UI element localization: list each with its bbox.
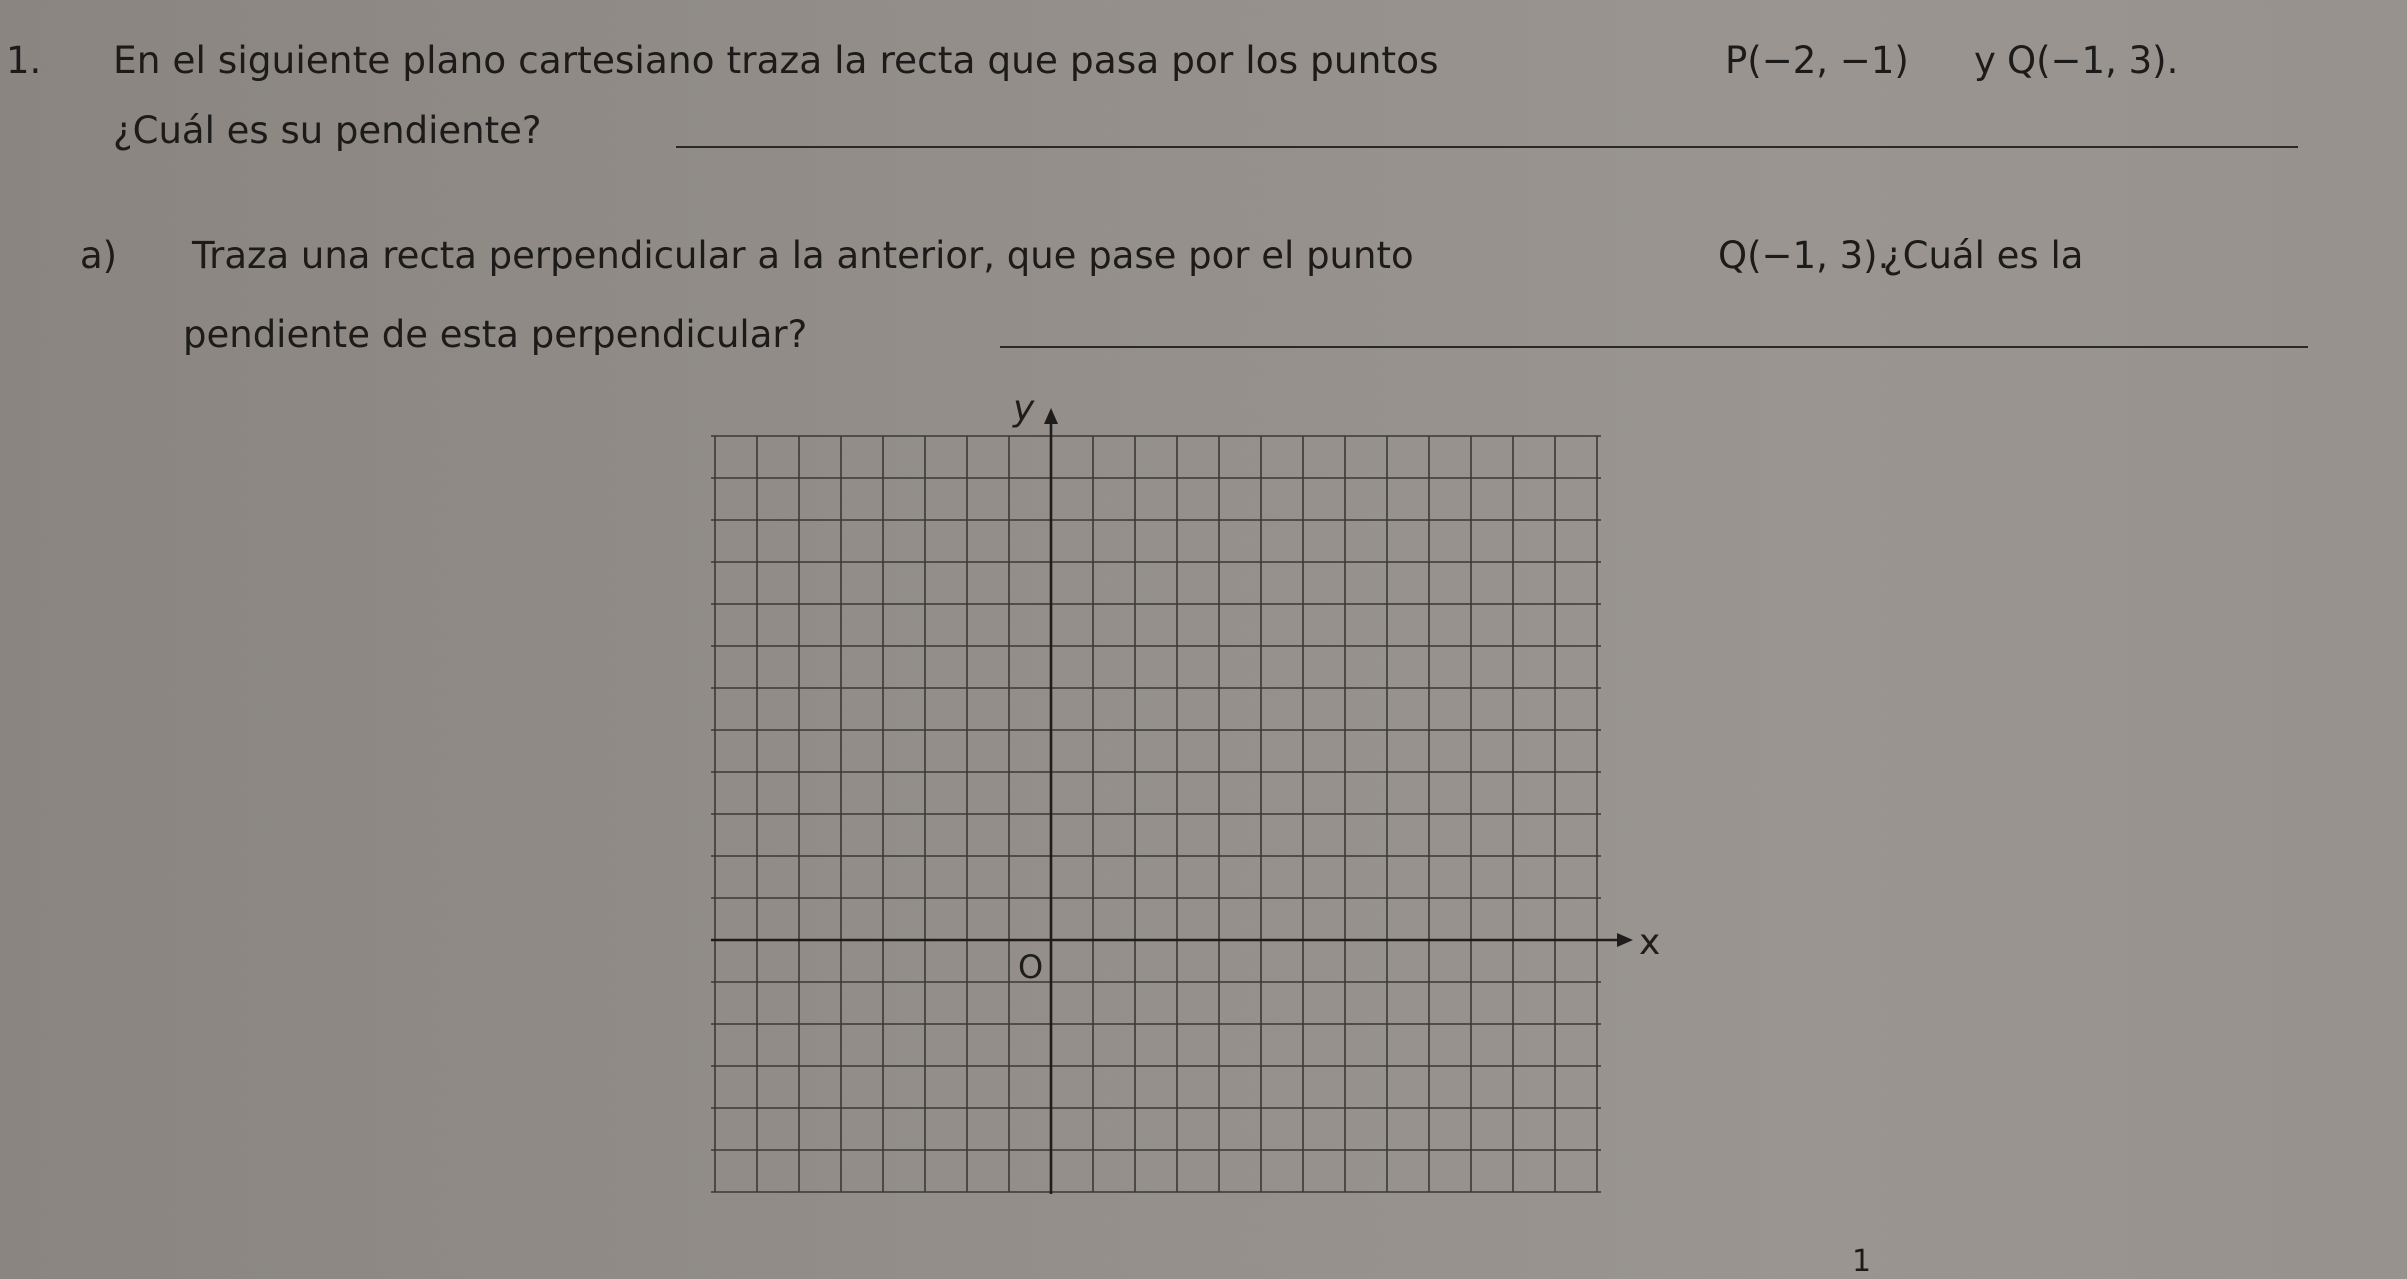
part-a-question: pendiente de esta perpendicular? [183, 313, 808, 356]
part-a-statement: Traza una recta perpendicular a la anterior, que pase por el punto [192, 234, 1414, 277]
part-a-label: a) [80, 234, 118, 277]
point-q: Q(−1, 3). [2007, 39, 2179, 82]
conjunction-text: y [1974, 39, 1996, 82]
x-axis-arrow-icon [1617, 933, 1633, 947]
page-number: 1 [1852, 1244, 1872, 1279]
x-axis-label: x [1639, 922, 1661, 963]
y-axis-label: y [1013, 388, 1035, 429]
point-p: P(−2, −1) [1725, 39, 1909, 82]
slope-question: ¿Cuál es su pendiente? [113, 109, 542, 152]
part-a-point-q: Q(−1, 3). [1718, 234, 1890, 277]
exercise-number: 1. [6, 39, 42, 82]
y-axis-arrow-icon [1044, 408, 1058, 424]
exercise-statement: En el siguiente plano cartesiano traza la recta que pasa por los puntos [113, 38, 1439, 82]
part-a-question-start: ¿Cuál es la [1883, 234, 2084, 277]
origin-label: O [1018, 948, 1044, 986]
